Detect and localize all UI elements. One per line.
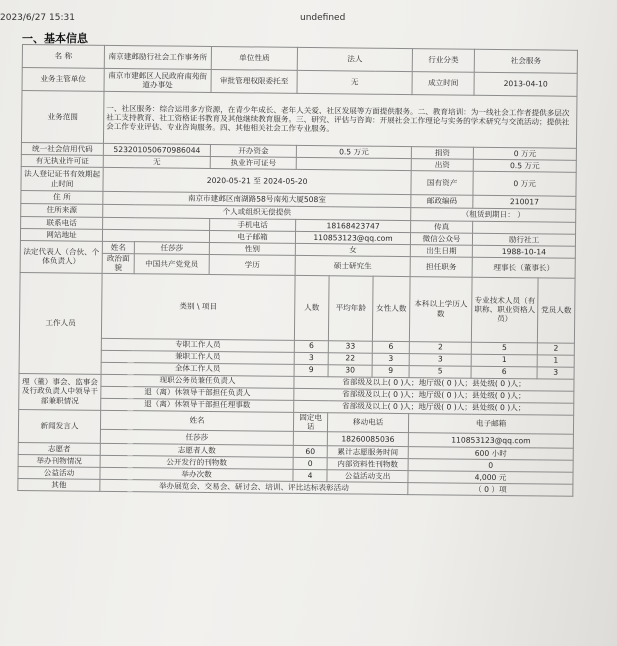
education-label: 学历 [209,254,295,274]
birth-value: 1988-10-14 [472,245,575,258]
staff-row-party: 2 [537,342,574,354]
staff-row-party: 1 [537,354,574,366]
staff-row-avg-age: 33 [328,340,372,352]
license-label: 有无执业许可证 [21,154,103,167]
staff-row-tech: 5 [471,342,537,355]
spokesperson-email-header: 电子邮箱 [409,413,574,434]
officials-value: 省部级及以上( 0 )人；地厅级( 0 )人；县处级( 0 )人； [294,388,574,403]
print-date: 2023/6/27 15:31 [0,13,75,23]
industry-label: 行业分类 [412,49,474,73]
officials-item: 退（离）休领导干部担任负责人 [101,386,294,400]
politics-label: 政治面貌 [102,253,134,273]
volunteer-count-label: 志愿者人数 [100,443,293,457]
state-assets-label: 国有资产 [411,171,473,196]
spokesperson-name-header: 姓名 [100,410,293,432]
approval-label: 审批管理权限委托至 [211,69,297,93]
officials-value: 省部级及以上( 0 )人；地厅级( 0 )人；县处级( 0 )人； [294,376,574,391]
fax-value [473,221,576,234]
staff-label: 工作人员 [19,272,102,374]
staff-row-party: 3 [537,366,574,378]
supervisor-label: 业务主管单位 [22,68,104,92]
volunteer-label: 志愿者 [18,442,100,455]
email-value: 110853123@qq.com [295,231,410,244]
staff-row-name: 全体工作人员 [101,362,294,376]
contribution-label: 出资 [411,159,473,172]
staff-header-category: 类别 \ 项目 [101,273,295,340]
volunteer-hours-value: 600 小时 [408,447,573,461]
staff-header-party: 党员人数 [537,277,575,342]
legal-rep-label: 法定代表人（合伙、个体负责人） [20,240,102,272]
volunteer-count-value: 60 [293,445,327,457]
spokesperson-tel-header: 固定电话 [293,412,327,432]
charity-spending-value: 4,000 元 [408,471,573,485]
position-value: 理事长（董事长） [472,257,575,278]
scope-value: 一、社区服务：综合运用多方资源，在青少年成长、老年人关爱、社区发展等方面提供服务。二、教育培训：为一线社会工作者提供多层次社工支持教育、社工资格证书教育及其他继续教育服务。三、研究、评估与咨询：开展社会工作理论与实务的学术研究与交流活动；提供社会工作专业评估、专业咨询服务。四、其他相关社会工作专业服务。 [103,91,577,148]
staff-header-female: 女性人数 [372,276,410,341]
contribution-value: 0.5 万元 [473,159,576,172]
postcode-value: 210017 [473,195,576,209]
founded-label: 成立时间 [412,72,474,96]
gender-value: 女 [295,243,410,256]
credit-value: 52320105067098604​4 [103,143,210,156]
residence-src-label: 住所来源 [21,203,103,217]
unit-nature-value: 法人 [297,47,412,71]
staff-row-bachelor: 5 [409,365,471,378]
staff-row-avg-age: 30 [328,364,372,376]
lease-note: （租赁到期日： ） [411,208,576,223]
publications-public-value: 0 [293,457,327,469]
staff-row-tech: 6 [471,366,537,379]
staff-row-female: 6 [372,341,409,353]
founded-value: 2013-04-10 [474,72,577,96]
scope-label: 业务范围 [21,91,104,144]
staff-row-tech: 1 [471,354,537,367]
position-label: 担任职务 [410,257,472,277]
gender-label: 性别 [209,242,295,255]
staff-header-avg-age: 平均年龄 [328,275,373,340]
officials-value: 省部级及以上( 0 )人；地厅级( 0 )人；县处级( 0 )人； [294,400,574,415]
table-row [19,272,575,343]
capital-label: 开办资金 [210,144,296,157]
address-value: 南京市建邺区南湖路58号南苑大厦508室 [103,191,411,207]
donation-label: 捐资 [411,147,473,160]
charity-times-value: 4 [293,469,327,481]
officials-item: 退（离）休领导干部担任理事数 [101,398,294,412]
postcode-label: 邮政编码 [411,195,473,209]
basic-info-table [17,44,578,497]
state-assets-value: 0 万元 [473,171,576,196]
mobile-label: 手机电话 [210,218,296,231]
license-value: 无 [103,155,210,168]
residence-src-value: 个人或组织无偿提供 [103,204,411,220]
validity-value: 2020-05-21 至 2024-05-20 [103,167,411,194]
other-item: 举办展览会、交易会、研讨会、培训、评比达标表彰活动 [100,479,408,494]
publications-internal-value: 0 [408,459,573,473]
other-label: 其他 [18,478,100,491]
politics-value: 中国共产党党员 [134,254,209,274]
approval-value: 无 [297,70,412,94]
info-table-wrap [17,44,578,497]
supervisor-value: 南京市建邺区人民政府南苑街道办事处 [104,68,211,92]
spokesperson-name-value: 任莎莎 [100,429,293,445]
staff-row-count: 6 [294,340,328,352]
education-value: 硕士研究生 [295,255,410,276]
mobile-value: 18168423747 [296,219,411,232]
print-title: undefined [300,13,346,23]
table-row [21,91,577,149]
name-value: 南京建邺励行社会工作事务所 [104,45,211,69]
tel-value [103,217,210,230]
staff-row-bachelor: 2 [409,341,471,354]
name-label: 名 称 [22,45,104,69]
spokesperson-label: 新闻发言人 [18,409,100,443]
publications-public-label: 公开发行的刊物数 [100,455,293,469]
staff-header-count: 人数 [294,275,329,340]
staff-row-name: 兼职工作人员 [101,350,294,364]
spokesperson-mobile-value: 18260085036 [327,432,408,447]
unit-nature-label: 单位性质 [211,46,297,70]
volunteer-hours-label: 累计志愿服务时间 [327,446,408,459]
validity-label: 法人登记证书有效期起止时间 [21,166,103,191]
officials-item: 现职公务员兼任负责人 [101,374,294,388]
staff-row-female: 9 [372,365,409,377]
staff-row-name: 专职工作人员 [101,338,294,352]
email-label: 电子邮箱 [209,230,295,243]
website-label: 网站地址 [20,228,102,241]
other-value: （ 0 ）项 [408,483,573,497]
staff-row-count: 3 [294,352,328,364]
staff-row-count: 9 [294,364,328,376]
wechat-label: 微信公众号 [410,233,472,246]
staff-row-avg-age: 22 [328,352,372,364]
rep-name-value: 任莎莎 [134,242,209,255]
publications-label: 举办刊物情况 [18,454,100,467]
website-value [102,229,209,242]
industry-value: 社会服务 [474,49,577,73]
spokesperson-email-value: 110853123@qq.com [408,433,573,449]
spokesperson-mobile-header: 移动电话 [327,412,408,432]
spokesperson-tel-value [293,431,327,445]
rep-name-label: 姓名 [102,241,134,253]
tel-label: 联系电话 [21,216,103,229]
donation-value: 0 万元 [473,147,576,160]
wechat-value: 励行社工 [472,233,575,246]
capital-value: 0.5 万元 [296,145,411,158]
publications-internal-label: 内部资料性刊物数 [327,458,408,471]
address-label: 住 所 [21,190,103,204]
charity-times-label: 举办次数 [100,467,293,481]
staff-header-bachelor: 本科以上学历人数 [409,276,472,342]
license-no-label: 执业许可证号 [210,156,296,169]
charity-spending-label: 公益活动支出 [327,470,408,483]
officials-label: 理（董）事会、监事会及行政负责人中领导干部兼职情况 [19,373,101,410]
charity-label: 公益活动 [18,466,100,479]
birth-label: 出生日期 [410,245,472,258]
fax-label: 传真 [411,221,473,234]
section-title: 一、基本信息 [22,32,88,45]
credit-label: 统一社会信用代码 [21,142,103,155]
staff-row-bachelor: 3 [409,353,471,366]
staff-header-tech: 专业技术人员（有职称、职业资格人员） [471,277,538,343]
staff-row-female: 3 [372,353,409,365]
